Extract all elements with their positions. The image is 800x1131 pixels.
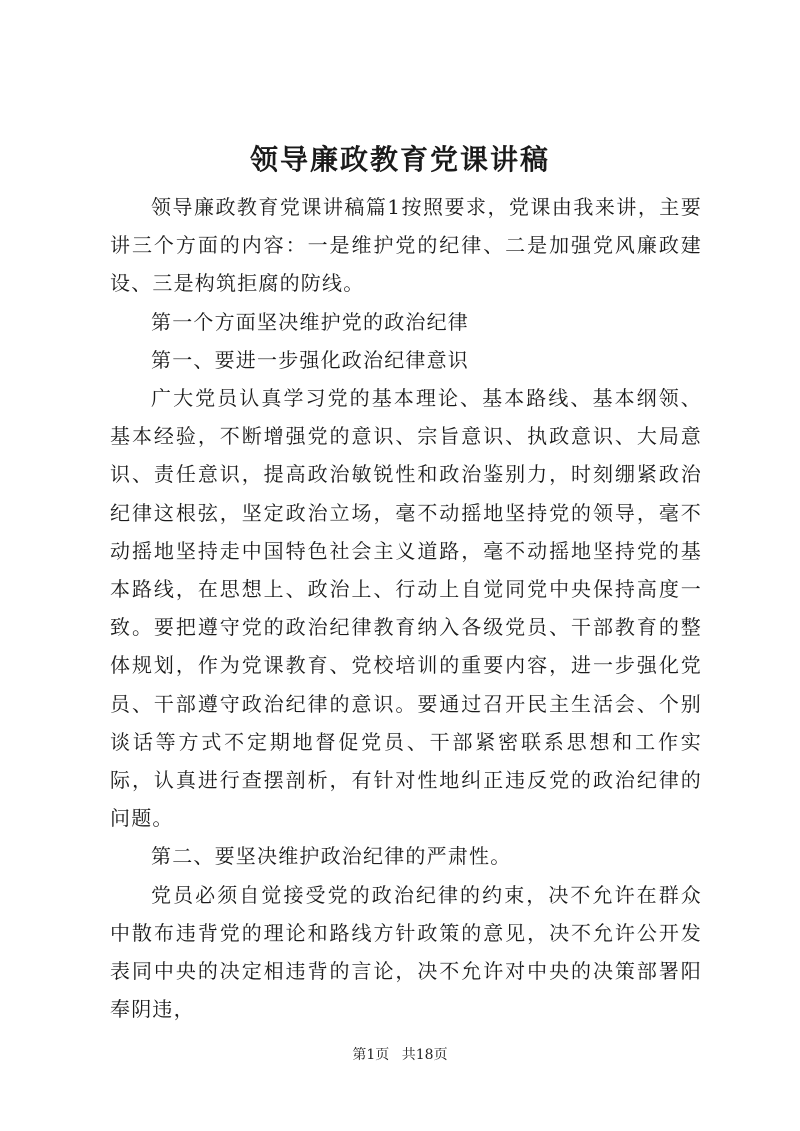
page-number-current: 第1页 xyxy=(352,1047,390,1063)
subsection-heading-2: 第二、要坚决维护政治纪律的严肃性。 xyxy=(151,844,512,869)
document-body xyxy=(110,188,702,1028)
document-title: 领导廉政教育党课讲稿 xyxy=(249,143,550,176)
subsection-heading-1: 第一、要进一步强化政治纪律意识 xyxy=(151,347,469,372)
section-heading-1: 第一个方面坚决维护党的政治纪律 xyxy=(151,309,469,334)
paragraph-body-2: 党员必须自觉接受党的政治纪律的约束，决不允许在群众中散布违背党的理论和路线方针政策的意见，决不允许公开发表同中央的决定相违背的言论，决不允许对中央的决策部署阳奉阴违， xyxy=(110,882,702,1022)
paragraph-body-1: 广大党员认真学习党的基本理论、基本路线、基本纲领、基本经验，不断增强党的意识、宗旨意识、执政意识、大局意识、责任意识，提高政治敏锐性和政治鉴别力，时刻绷紧政治纪律这根弦，坚定政治立场，毫不动摇地坚持党的领导，毫不动摇地坚持走中国特色社会主义道路，毫不动摇地坚持党的基本路线，在思想上、政治上、行动上自觉同党中央保持高度一致。要把遵守党的政治纪律教育纳入各级党员、干部教育的整体规划，作为党课教育、党校培训的重要内容，进一步强化党员、干部遵守政治纪律的意识。要通过召开民主生活会、个别谈话等方式不定期地督促党员、干部紧密联系思想和工作实际，认真进行查摆剖析，有针对性地纠正违反党的政治纪律的问题。 xyxy=(110,386,702,831)
page-number-total: 共18页 xyxy=(401,1047,448,1063)
paragraph-intro: 领导廉政教育党课讲稿篇1按照要求，党课由我来讲，主要讲三个方面的内容：一是维护党的纪律、二是加强党风廉政建设、三是构筑拒腐的防线。 xyxy=(110,195,702,296)
page-footer xyxy=(0,1045,800,1065)
